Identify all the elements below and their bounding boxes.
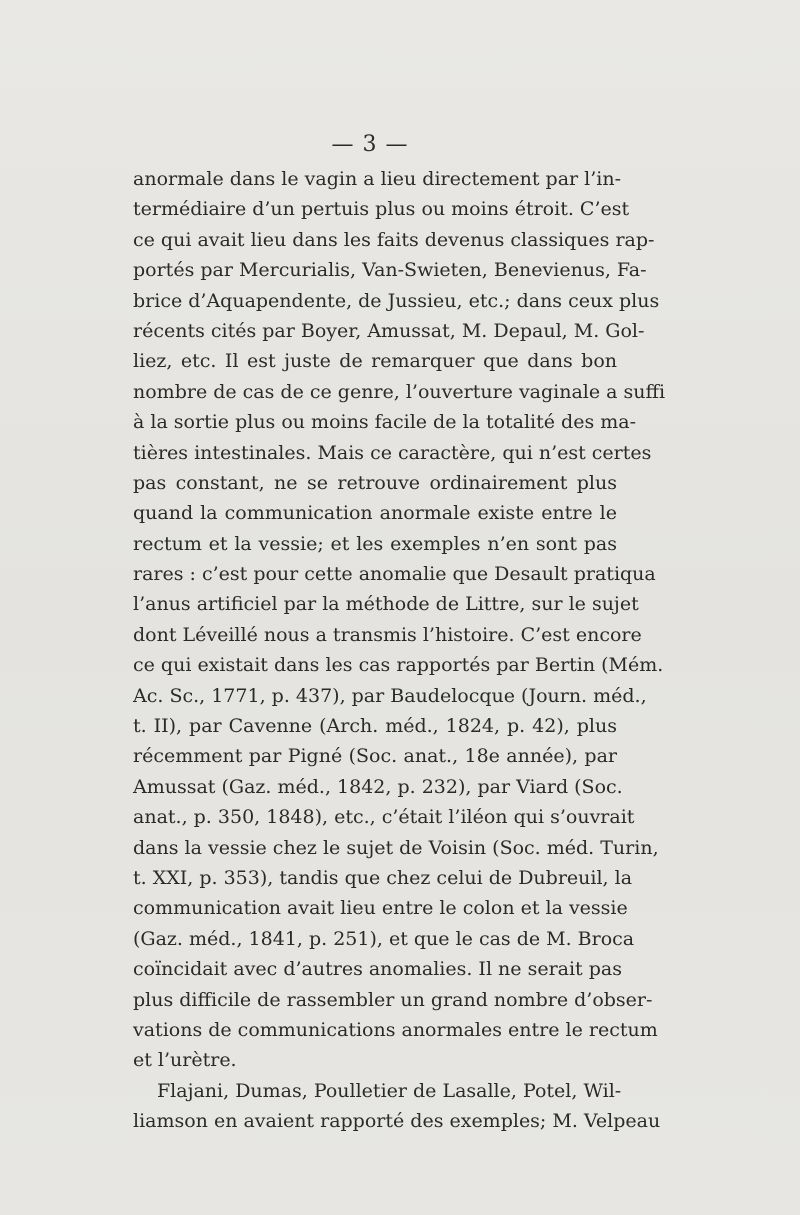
text-line: coïncidait avec d’autres anomalies. Il ne serait pas bbox=[133, 958, 622, 981]
text-line: plus difficile de rassembler un grand nombre d’obser- bbox=[133, 988, 653, 1011]
text-line: rares : c’est pour cette anomalie que Desault pratiqua bbox=[133, 563, 656, 586]
text-line: (Gaz. méd., 1841, p. 251), et que le cas de M. Broca bbox=[133, 927, 635, 950]
text-line: Amussat (Gaz. méd., 1842, p. 232), par Viard (Soc. bbox=[133, 775, 623, 798]
text-line: récents cités par Boyer, Amussat, M. Depaul, M. Gol- bbox=[133, 319, 645, 342]
text-line: Ac. Sc., 1771, p. 437), par Baudelocque (Journ. méd., bbox=[133, 684, 647, 707]
text-line: Flajani, Dumas, Poulletier de Lasalle, Potel, Wil- bbox=[157, 1079, 622, 1102]
text-line: rectum et la vessie; et les exemples n’en sont pas bbox=[133, 532, 617, 555]
text-line: récemment par Pigné (Soc. anat., 18e année), par bbox=[133, 745, 617, 768]
text-line: tières intestinales. Mais ce caractère, qui n’est certes bbox=[133, 441, 652, 464]
text-line: t. II), par Cavenne (Arch. méd., 1824, p. 42), plus bbox=[133, 715, 617, 738]
text-line: pas constant, ne se retrouve ordinairement plus bbox=[133, 471, 617, 494]
text-line: liamson en avaient rapporté des exemples; M. Velpeau bbox=[133, 1110, 661, 1133]
text-line: communication avait lieu entre le colon et la vessie bbox=[133, 897, 628, 920]
text-line: anormale dans le vagin a lieu directement par l’in- bbox=[133, 168, 622, 190]
text-line: dont Léveillé nous a transmis l’histoire. C’est encore bbox=[133, 623, 642, 646]
text-line: quand la communication anormale existe entre le bbox=[133, 502, 617, 525]
text-line: liez, etc. Il est juste de remarquer que dans bon bbox=[133, 350, 617, 373]
text-line: et l’urètre. bbox=[133, 1049, 237, 1072]
text-line: ce qui avait lieu dans les faits devenus classiques rap- bbox=[133, 228, 655, 251]
text-line: termédiaire d’un pertuis plus ou moins étroit. C’est bbox=[133, 198, 630, 221]
text-line: dans la vessie chez le sujet de Voisin (Soc. méd. Turin, bbox=[133, 836, 659, 859]
text-line: brice d’Aquapendente, de Jussieu, etc.; dans ceux plus bbox=[133, 289, 660, 312]
text-line: t. XXI, p. 353), tandis que chez celui de Dubreuil, la bbox=[133, 866, 633, 889]
page-number: — 3 — bbox=[331, 132, 409, 157]
text-line: anat., p. 350, 1848), etc., c’était l’iléon qui s’ouvrait bbox=[133, 806, 635, 829]
text-line: à la sortie plus ou moins facile de la totalité des ma- bbox=[133, 411, 637, 434]
body-text bbox=[133, 164, 666, 1137]
text-line: nombre de cas de ce genre, l’ouverture vaginale a suffi bbox=[133, 380, 666, 403]
text-line: ce qui existait dans les cas rapportés par Bertin (Mém. bbox=[133, 654, 664, 677]
text-line: vations de communications anormales entre le rectum bbox=[133, 1018, 658, 1041]
text-line: l’anus artificiel par la méthode de Littre, sur le sujet bbox=[133, 593, 639, 616]
text-line: portés par Mercurialis, Van-Swieten, Benevienus, Fa- bbox=[133, 259, 647, 282]
